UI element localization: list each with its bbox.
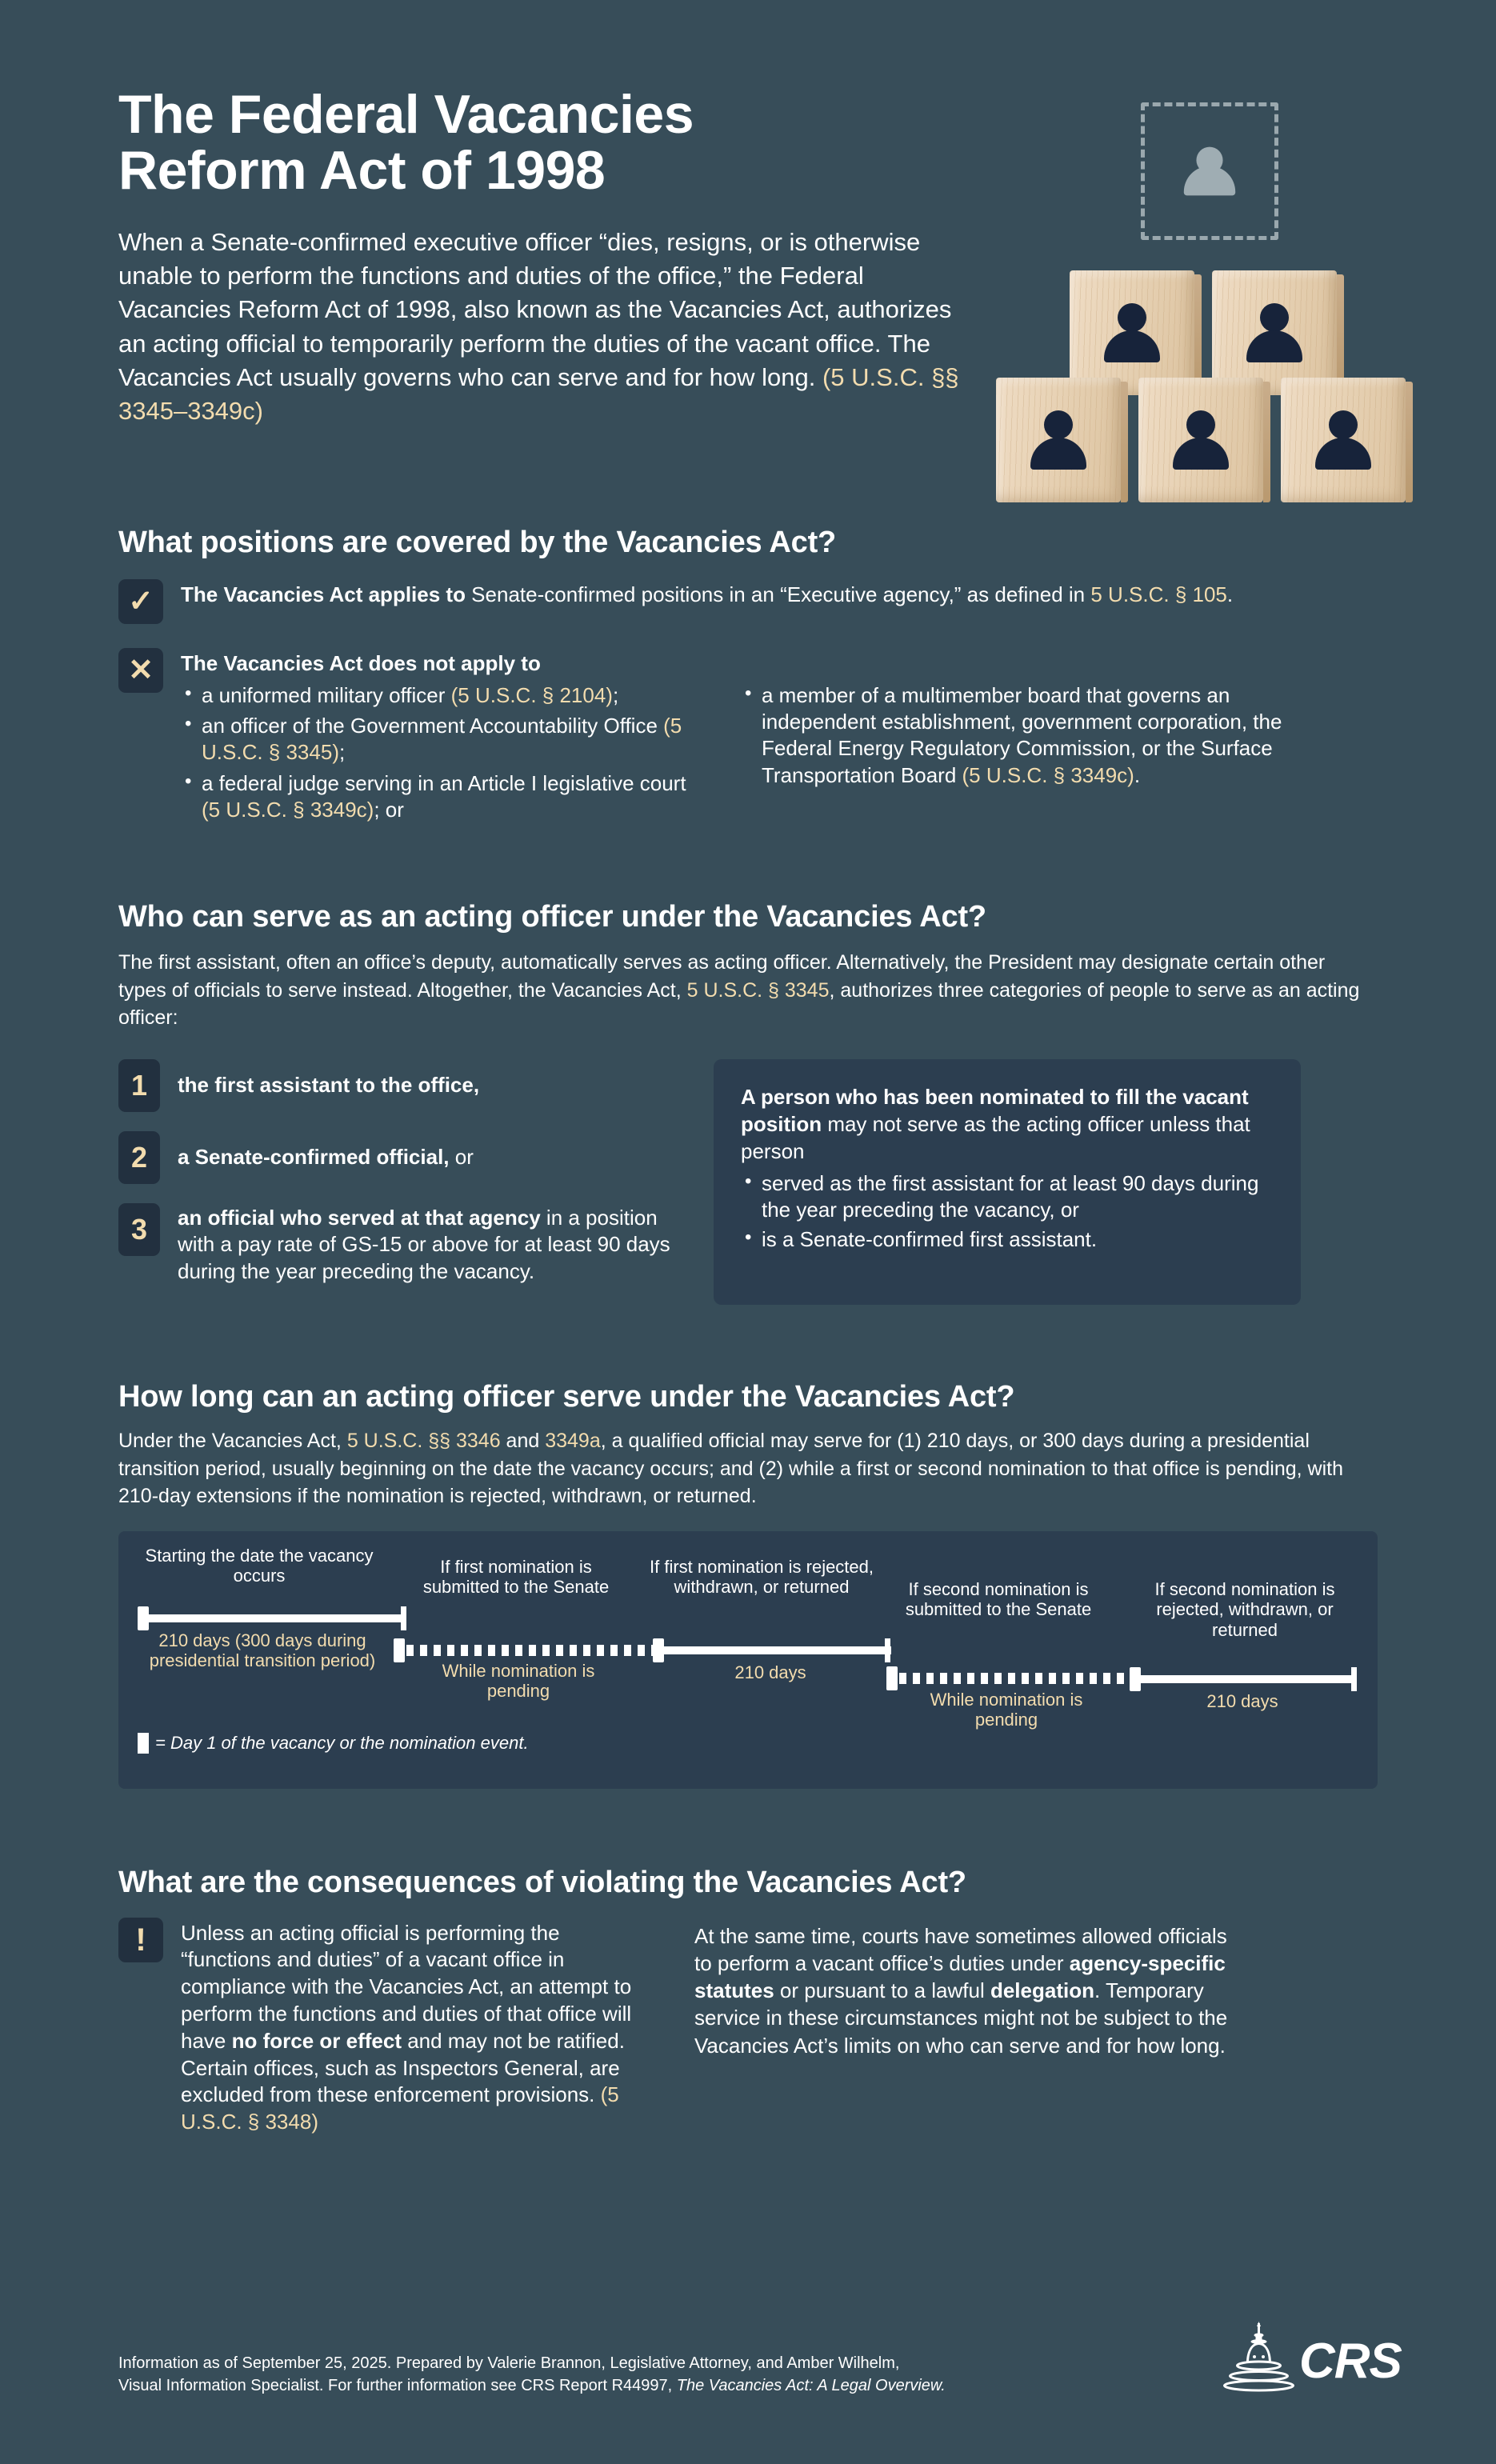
numbered-item-rest: or xyxy=(449,1144,474,1169)
footer-line-2 xyxy=(118,2374,1158,2397)
person-icon xyxy=(1170,410,1232,470)
intro-citation: (5 U.S.C. §§ 3345–3349c) xyxy=(118,362,959,425)
hero-illustration xyxy=(996,102,1444,534)
person-icon xyxy=(1312,410,1374,470)
who-numbered-list xyxy=(118,1059,678,1305)
callout-list xyxy=(741,1170,1274,1254)
block-row-bottom xyxy=(996,378,1406,502)
wooden-block xyxy=(1070,270,1194,395)
timeline-bottom-label-2: While nomination is pending xyxy=(442,1660,595,1702)
footer-credits xyxy=(118,2352,1158,2398)
applies-to-text xyxy=(181,579,1233,624)
who-lead-b: , authorizes three categories of people to serve as an acting officer: xyxy=(118,978,1360,1030)
list-item-text: an officer of the Government Accountability Office xyxy=(202,714,664,738)
list-item-tail: ; xyxy=(338,740,346,765)
timeline-end-marker-1 xyxy=(401,1606,406,1630)
timeline-start-marker-2 xyxy=(394,1638,405,1662)
section-heading-who: Who can serve as an acting officer under the Vacancies Act? xyxy=(118,900,986,934)
nominee-restriction-callout xyxy=(714,1059,1301,1305)
timeline-top-label-5: If second nomination is rejected, withdrawn, or returned xyxy=(1154,1578,1335,1640)
numbered-item-rest: in a position with a pay rate of GS-15 or above for at least 90 days during the year preceding the vacancy. xyxy=(178,1205,670,1284)
consequences-right-bold-2: delegation xyxy=(990,1978,1094,2003)
does-not-apply-content xyxy=(181,648,1325,823)
consequences-left-b: and may not be ratified. Certain offices, such as Inspectors General, are excluded from these enforcement provisions. xyxy=(181,2028,625,2107)
does-not-apply-left-column xyxy=(181,678,693,823)
consequences-right-b: . Temporary service in these circumstances might not be subject to the Vacancies Act’s limits on who can serve and for how long. xyxy=(694,1978,1228,2058)
check-icon: ✓ xyxy=(118,579,163,624)
list-item-text: a federal judge serving in an Article I legislative court xyxy=(202,770,686,795)
list-item: • served as the first assistant for at least 90 days during the year preceding the vacancy, or xyxy=(741,1170,1274,1224)
timeline-dashed-bar-4 xyxy=(899,1673,1133,1684)
list-item-tail: ; xyxy=(612,682,619,707)
footer-report-title: The Vacancies Act: A Legal Overview. xyxy=(676,2377,946,2395)
footer-line-2-text: Visual Information Specialist. For further information see CRS Report R44997, xyxy=(118,2377,677,2395)
numbered-item-bold: the first assistant to the office, xyxy=(178,1072,480,1097)
who-lead-a: The first assistant, often an office’s deputy, automatically serves as acting officer. Alternatively, the President may designate certain other types of officials to serve instead. Altogether, the Vacancies Act, xyxy=(118,951,1326,1002)
timeline-bottom-label-3: 210 days xyxy=(734,1662,806,1682)
consequences-right-a: At the same time, courts have sometimes allowed officials to perform a vacant office’s duties under xyxy=(694,1923,1227,1975)
timeline-start-marker-3 xyxy=(653,1638,664,1662)
does-not-apply-bold: The Vacancies Act does not apply to xyxy=(181,651,541,675)
consequences-right-bold-1: agency-specific statutes xyxy=(694,1950,1226,2003)
section-heading-consequences: What are the consequences of violating the Vacancies Act? xyxy=(118,1865,966,1899)
timeline-end-marker-5 xyxy=(1351,1667,1357,1691)
numbered-item-bold: an official who served at that agency xyxy=(178,1205,541,1230)
consequences-left-a: Unless an acting official is performing the “functions and duties” of a vacant office in compliance with the Vacancies Act, an attempt to perform the functions and duties of that office will have xyxy=(181,1920,632,2053)
timeline-bottom-label-5: 210 days xyxy=(1206,1690,1278,1711)
list-item: • is a Senate-confirmed first assistant. xyxy=(741,1226,1274,1253)
exclamation-icon: ! xyxy=(118,1918,163,1962)
how-long-lead-paragraph xyxy=(118,1427,1378,1510)
timeline-bar-5 xyxy=(1136,1675,1357,1683)
section-heading-how-long: How long can an acting officer serve under the Vacancies Act? xyxy=(118,1380,1015,1414)
numbered-item xyxy=(118,1059,678,1112)
list-item-citation: (5 U.S.C. § 3345) xyxy=(202,714,682,765)
how-long-lead-b: , a qualified official may serve for (1) 210 days, or 300 days during a presidential transition period, usually beginning on the date the vacancy occurs; and (2) while a first or second nomination to that office is pending, with 210-day extensions if the nomination is rejected, withdrawn, or returned. xyxy=(118,1430,1343,1508)
applies-to-bold: The Vacancies Act applies to xyxy=(181,582,466,606)
list-item-citation: (5 U.S.C. § 2104) xyxy=(450,682,613,707)
list-item-tail: ; or xyxy=(374,797,404,822)
how-long-citation-2: 3349a xyxy=(545,1430,601,1453)
wooden-block xyxy=(996,378,1121,502)
who-lead-paragraph xyxy=(118,949,1378,1032)
crs-logo xyxy=(1222,2320,1422,2397)
page-title xyxy=(118,84,966,202)
timeline-bar-3 xyxy=(659,1646,891,1654)
numbered-item xyxy=(118,1203,678,1286)
does-not-apply-columns xyxy=(181,678,1325,823)
section-consequences xyxy=(118,1866,1378,2136)
list-item xyxy=(181,713,693,766)
consequences-left-text xyxy=(181,1918,646,2136)
wooden-block xyxy=(1281,378,1406,502)
section-who-can-serve xyxy=(118,900,1378,1305)
timeline-dashed-bar-2 xyxy=(406,1645,656,1656)
applies-to-tail: . xyxy=(1226,582,1234,606)
consequences-left-citation: (5 U.S.C. § 3348) xyxy=(181,2082,619,2134)
timeline-legend xyxy=(138,1733,529,1754)
timeline-start-marker-4 xyxy=(886,1666,898,1690)
list-item xyxy=(181,770,693,824)
timeline-end-marker-3 xyxy=(885,1638,890,1662)
list-item-citation: (5 U.S.C. § 3349c) xyxy=(202,797,374,822)
who-columns xyxy=(118,1059,1378,1305)
numbered-item-text xyxy=(178,1072,479,1099)
timeline-start-marker-1 xyxy=(138,1606,149,1630)
legend-text: = Day 1 of the vacancy or the nomination event. xyxy=(155,1732,529,1753)
list-item-text: a member of a multimember board that governs an independent establishment, government corporation, the Federal Energy Regulatory Commission, or the Surface Transportation Board xyxy=(762,682,1282,787)
hero-text-block xyxy=(118,86,966,428)
how-long-lead-mid: and xyxy=(500,1430,546,1453)
callout-text: may not serve as the acting officer unless that person xyxy=(741,1111,1250,1164)
timeline-bar-1 xyxy=(142,1614,406,1622)
consequences-right-mid: or pursuant to a lawful xyxy=(774,1978,990,2003)
does-not-apply-left-list xyxy=(181,682,693,823)
person-icon xyxy=(1027,410,1090,470)
x-icon: ✕ xyxy=(118,648,163,693)
person-icon xyxy=(1243,303,1306,362)
legend-marker-icon xyxy=(138,1733,149,1754)
vacant-position-placeholder xyxy=(1141,102,1278,240)
does-not-apply-right-list xyxy=(741,682,1293,789)
consequences-right-text xyxy=(694,1922,1238,2060)
list-item-tail: . xyxy=(1134,762,1141,787)
timeline-top-label-2: If first nomination is submitted to the Senate xyxy=(422,1556,610,1598)
timeline-diagram xyxy=(118,1531,1378,1789)
consequences-left-row xyxy=(118,1918,646,2136)
callout-paragraph xyxy=(741,1083,1274,1166)
section-covered-positions xyxy=(118,526,1378,823)
section-how-long xyxy=(118,1380,1378,1789)
number-badge-3: 3 xyxy=(118,1203,160,1256)
person-icon xyxy=(1101,303,1163,362)
timeline-top-label-4: If second nomination is submitted to the Senate xyxy=(905,1578,1092,1620)
applies-to-citation: 5 U.S.C. § 105 xyxy=(1090,582,1227,606)
footer-line-1: Information as of September 25, 2025. Prepared by Valerie Brannon, Legislative Attorney, and Amber Wilhelm, xyxy=(118,2354,900,2372)
numbered-item-bold: a Senate-confirmed official, xyxy=(178,1144,450,1169)
wooden-block xyxy=(1138,378,1263,502)
block-row-top xyxy=(1070,270,1337,395)
numbered-item-text xyxy=(178,1203,678,1286)
person-icon-vacant xyxy=(1184,147,1235,196)
does-not-apply-right-column xyxy=(741,678,1293,823)
list-item xyxy=(741,682,1293,789)
intro-paragraph xyxy=(118,226,966,428)
consequences-left-column xyxy=(118,1918,646,2136)
numbered-item xyxy=(118,1131,678,1184)
list-item-text: a uniformed military officer xyxy=(202,682,451,707)
timeline-bottom-label-1: 210 days (300 days during presidential transition period) xyxy=(149,1630,376,1671)
timeline-top-label-3: If first nomination is rejected, withdrawn, or returned xyxy=(650,1556,874,1598)
timeline-start-marker-5 xyxy=(1130,1667,1141,1691)
capitol-dome-icon xyxy=(1222,2320,1296,2394)
wooden-block xyxy=(1212,270,1337,395)
timeline-bottom-label-4: While nomination is pending xyxy=(930,1689,1083,1730)
crs-wordmark: CRS xyxy=(1299,2334,1402,2389)
number-badge-1: 1 xyxy=(118,1059,160,1112)
list-item xyxy=(181,682,693,709)
consequences-left-bold: no force or effect xyxy=(231,2028,402,2053)
how-long-lead-a: Under the Vacancies Act, xyxy=(118,1430,347,1453)
consequences-columns xyxy=(118,1918,1378,2136)
applies-to-body: Senate-confirmed positions in an “Executive agency,” as defined in xyxy=(465,582,1091,606)
title-line-1: The Federal Vacancies xyxy=(118,84,694,145)
how-long-citation-1: 5 U.S.C. §§ 3346 xyxy=(346,1430,501,1453)
section-heading-covered: What positions are covered by the Vacancies Act? xyxy=(118,526,837,559)
who-lead-citation: 5 U.S.C. § 3345 xyxy=(686,978,830,1002)
number-badge-2: 2 xyxy=(118,1131,160,1184)
timeline-top-label-1: Starting the date the vacancy occurs xyxy=(145,1545,374,1586)
callout-bold: A person who has been nominated to fill the vacant position xyxy=(741,1084,1249,1136)
applies-to-row xyxy=(118,579,1378,624)
intro-text: When a Senate-confirmed executive officer “dies, resigns, or is otherwise unable to perform the functions and duties of the office,” the Federal Vacancies Reform Act of 1998, also known as the Vacancies Act, authorizes an acting official to temporarily perform the duties of the vacant office. The Vacancies Act usually governs who can serve and for how long. xyxy=(118,228,952,391)
numbered-item-text xyxy=(178,1144,474,1171)
title-line-2: Reform Act of 1998 xyxy=(118,140,606,202)
does-not-apply-row xyxy=(118,648,1378,823)
consequences-right-column xyxy=(694,1918,1238,2136)
list-item-citation: (5 U.S.C. § 3349c) xyxy=(962,762,1134,787)
